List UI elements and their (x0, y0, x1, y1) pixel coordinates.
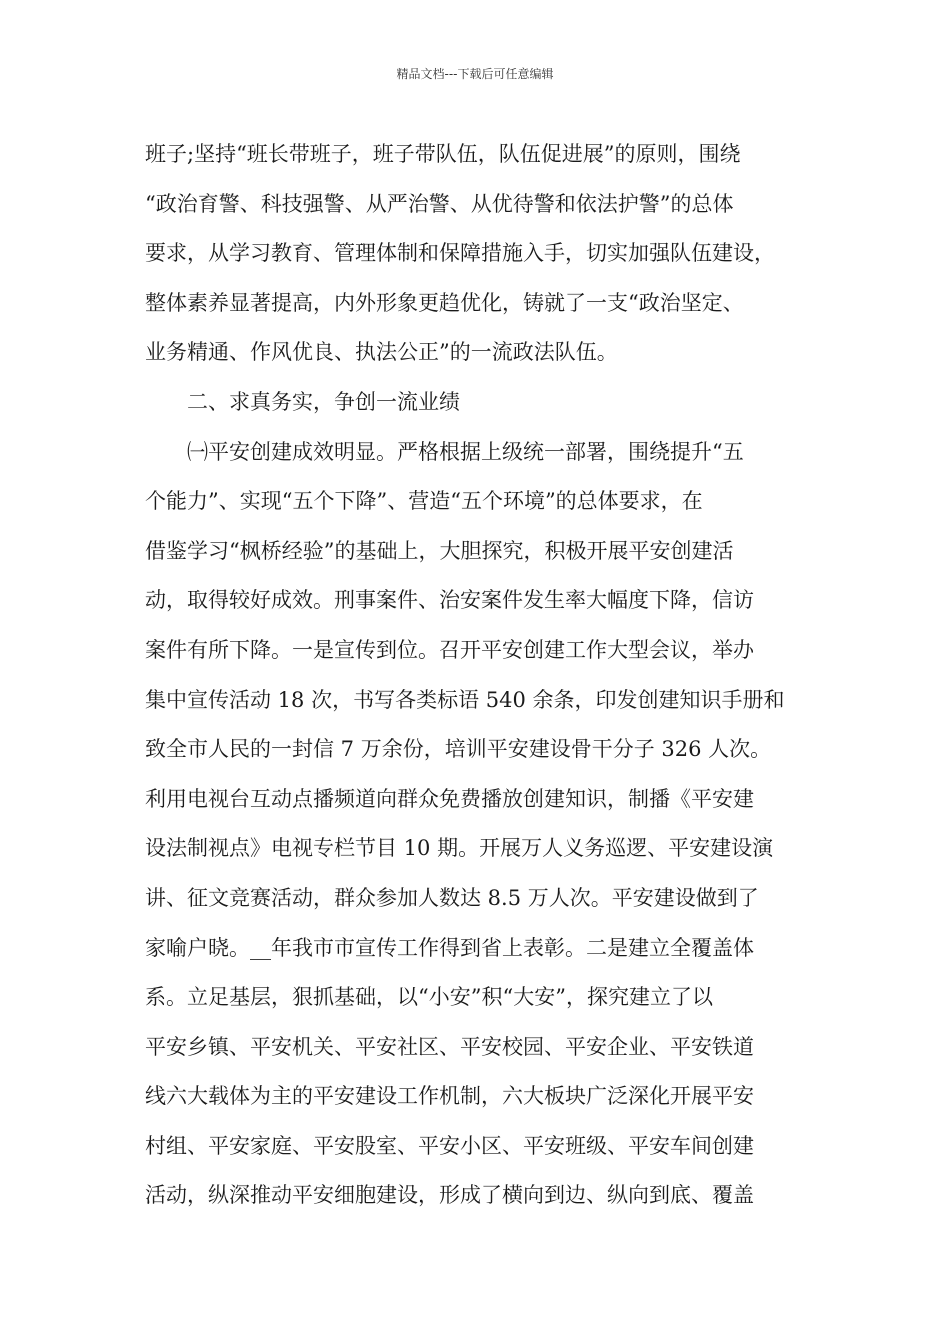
text-line: 线六大载体为主的平安建设工作机制，六大板块广泛深化开展平安 (145, 1084, 754, 1109)
text-line: 二、求真务实，争创一流业绩 (187, 389, 460, 414)
text-line: 案件有所下降。一是宣传到位。召开平安创建工作大型会议，举办 (145, 637, 754, 662)
text-line: “政治育警、科技强警、从严治警、从优待警和依法护警”的总体 (145, 191, 734, 216)
text-line: 利用电视台互动点播频道向群众免费播放创建知识，制播《平安建 (145, 786, 754, 811)
page-header: 精品文档---下载后可任意编辑 (396, 67, 554, 81)
text-line: 致全市人民的一封信 7 万余份，培训平安建设骨干分子 326 人次。 (145, 737, 772, 762)
document-body (145, 130, 825, 1221)
text-line: 村组、平安家庭、平安股室、平安小区、平安班级、平安车间创建 (145, 1133, 754, 1158)
text-line: 平安乡镇、平安机关、平安社区、平安校园、平安企业、平安铁道 (145, 1034, 754, 1059)
text-line: 班子;坚持“班长带班子，班子带队伍，队伍促进展”的原则，围绕 (145, 142, 741, 166)
text-line: 要求，从学习教育、管理体制和保障措施入手，切实加强队伍建设， (145, 241, 775, 266)
text-line: 设法制视点》电视专栏节目 10 期。开展万人义务巡逻、平安建设演 (145, 836, 774, 861)
text-line: 家喻户晓。__年我市市宣传工作得到省上表彰。二是建立全覆盖体 (145, 935, 754, 960)
text-line: 系。立足基层，狠抓基础，以“小安”积“大安”，探究建立了以 (145, 985, 713, 1010)
text-line: ㈠平安创建成效明显。严格根据上级统一部署，围绕提升“五 (187, 439, 744, 464)
text-line: 个能力”、实现“五个下降”、营造“五个环境”的总体要求，在 (145, 489, 703, 514)
text-line: 集中宣传活动 18 次，书写各类标语 540 余条，印发创建知识手册和 (145, 687, 785, 712)
text-line: 整体素养显著提高，内外形象更趋优化，铸就了一支“政治坚定、 (145, 290, 744, 315)
text-line: 业务精通、作风优良、执法公正”的一流政法队伍。 (145, 340, 618, 365)
text-line: 借鉴学习“枫桥经验”的基础上，大胆探究，积极开展平安创建活 (145, 538, 734, 563)
text-line: 讲、征文竞赛活动，群众参加人数达 8.5 万人次。平安建设做到了 (145, 885, 759, 910)
text-line: 活动，纵深推动平安细胞建设，形成了横向到边、纵向到底、覆盖 (145, 1183, 754, 1208)
text-line: 动，取得较好成效。刑事案件、治安案件发生率大幅度下降，信访 (145, 588, 754, 613)
